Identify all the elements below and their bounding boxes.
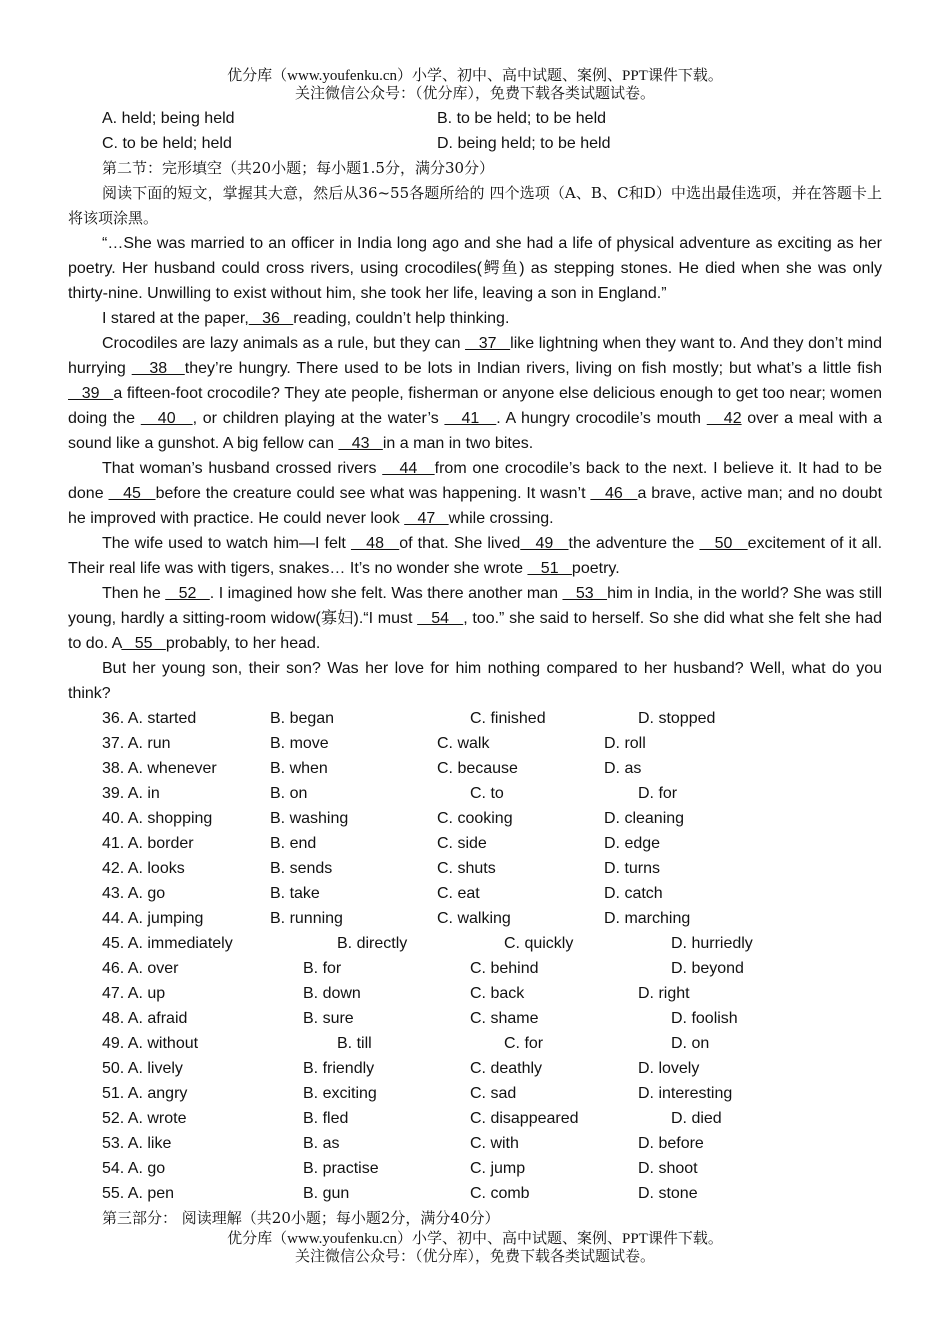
answer-blank: 48 [350, 535, 400, 552]
choice-b: B. till [337, 1035, 372, 1052]
answer-blank: 36 [248, 310, 294, 327]
passage-text: excitement of it all. Their real life was with tigers, snakes… It’s no wonder she wrote [68, 535, 883, 577]
answer-blank: 42 [706, 410, 742, 427]
question-row [68, 781, 882, 806]
passage-text: , or children playing at the water’s [192, 410, 445, 427]
question-row [68, 906, 882, 931]
choice-d: D. edge [604, 835, 661, 852]
answer-blank: 45 [108, 485, 156, 502]
choice-d: D. interesting [638, 1085, 733, 1102]
choice-d: D. marching [604, 910, 691, 927]
question-row [68, 931, 882, 956]
choice-b: B. exciting [303, 1085, 377, 1102]
choice-a: 55. A. pen [102, 1185, 175, 1202]
question-row [68, 756, 882, 781]
passage-paragraph-5 [68, 531, 882, 581]
passage-text: him in India, in the world? She was still young, hardly a sitting-room widow(寡妇).“I must [68, 585, 883, 627]
choice-b: B. practise [303, 1160, 379, 1177]
choice-c: C. shuts [437, 860, 496, 877]
passage-text: poetry. [571, 560, 620, 577]
choice-d: D. died [671, 1110, 722, 1127]
question-row [68, 981, 882, 1006]
choice-c: C. eat [437, 885, 480, 902]
choice-a: 42. A. looks [102, 860, 185, 877]
choice-a: 54. A. go [102, 1160, 166, 1177]
passage-text: I stared at the paper, [102, 310, 249, 327]
answer-blank: 40 [140, 410, 193, 427]
choice-b: B. gun [303, 1185, 350, 1202]
section2-instructions: 阅读下面的短文，掌握其大意，然后从36~55各题所给的 四个选项（A、B、C和D）中选出最佳选项，并在答题卡上将该项涂黑。 [68, 184, 882, 227]
choice-b: B. sure [303, 1010, 354, 1027]
answer-blank: 54 [417, 610, 464, 627]
choice-d: D. catch [604, 885, 663, 902]
answer-blank: 53 [562, 585, 608, 602]
header-line-2: 关注微信公众号：（优分库），免费下载各类试题试卷。 [294, 86, 655, 102]
passage-text: , too.” she said to herself. So she did what she felt she had to do. A [68, 610, 883, 652]
choice-a: 38. A. whenever [102, 760, 217, 777]
question-row [68, 956, 882, 981]
page-content [68, 106, 882, 1231]
choice-d: D. for [638, 785, 678, 802]
choice-b: B. move [270, 735, 329, 752]
choice-a: 39. A. in [102, 785, 160, 802]
passage-text: the adventure the [568, 535, 700, 552]
choice-d: D. turns [604, 860, 661, 877]
question-list [68, 706, 882, 1206]
choice-c: C. walking [437, 910, 511, 927]
choice-d: D. as [604, 760, 642, 777]
passage-text: while crossing. [448, 510, 554, 527]
choice-c: C. sad [470, 1085, 517, 1102]
choice-a: 53. A. like [102, 1135, 172, 1152]
choice-a: 45. A. immediately [102, 935, 233, 952]
choice-a: 37. A. run [102, 735, 171, 752]
choice-a: 46. A. over [102, 960, 179, 977]
choice-b: B. end [270, 835, 317, 852]
answer-blank: 38 [131, 360, 185, 377]
option-c: C. to be held; held [102, 135, 232, 152]
choice-c: C. deathly [470, 1060, 543, 1077]
answer-blank: 46 [590, 485, 638, 502]
question-row [68, 1106, 882, 1131]
passage-text: That woman’s husband crossed rivers [102, 460, 383, 477]
choice-d: D. roll [604, 735, 646, 752]
footer-line-1: 优分库（www.youfenku.cn）小学、初中、高中试题、案例、PPT课件下载。 [227, 1231, 723, 1247]
answer-blank: 37 [465, 335, 511, 352]
question-row [68, 1131, 882, 1156]
choice-d: D. right [638, 985, 690, 1002]
choice-d: D. on [671, 1035, 710, 1052]
prev-options-row-2 [68, 131, 882, 156]
answer-blank: 47 [404, 510, 449, 527]
section2-title: 第二节：完形填空（共20小题；每小题1.5分，满分30分） [102, 159, 495, 177]
choice-b: B. running [270, 910, 343, 927]
passage-text: Then he [102, 585, 166, 602]
choice-c: C. finished [470, 710, 546, 727]
passage-text: . I imagined how she felt. Was there another man [209, 585, 563, 602]
passage-text: The wife used to watch him—I felt [102, 535, 351, 552]
choice-c: C. shame [470, 1010, 539, 1027]
header-line-1: 优分库（www.youfenku.cn）小学、初中、高中试题、案例、PPT课件下载。 [227, 68, 723, 84]
question-row [68, 706, 882, 731]
passage-text: they’re hungry. There used to be lots in Indian rivers, living on fish mostly; but what’s a little fish [184, 360, 883, 377]
passage-paragraph-1: “…She was married to an officer in India long ago and she had a life of physical adventure as exciting as her poetry. Her husband could cross rivers, using crocodiles(鳄鱼) as stepping stones. He died when she was only thirty-nine. Unwilling to exist without him, she took her life, leaving a son in England.” [68, 235, 882, 302]
choice-c: C. walk [437, 735, 490, 752]
choice-b: B. on [270, 785, 308, 802]
choice-c: C. comb [470, 1185, 530, 1202]
answer-blank: 55 [121, 635, 166, 652]
question-row [68, 831, 882, 856]
choice-b: B. began [270, 710, 335, 727]
choice-d: D. beyond [671, 960, 744, 977]
choice-d: D. stopped [638, 710, 716, 727]
choice-b: B. sends [270, 860, 333, 877]
choice-a: 52. A. wrote [102, 1110, 187, 1127]
passage-paragraph-2 [68, 306, 882, 331]
choice-a: 41. A. border [102, 835, 194, 852]
passage-text: over a meal with a sound like a gunshot. A big fellow can [68, 410, 883, 452]
choice-a: 50. A. lively [102, 1060, 183, 1077]
question-row [68, 1181, 882, 1206]
choice-a: 49. A. without [102, 1035, 199, 1052]
choice-b: B. take [270, 885, 320, 902]
choice-c: C. with [470, 1135, 519, 1152]
choice-d: D. hurriedly [671, 935, 753, 952]
choice-b: B. as [303, 1135, 340, 1152]
section3-title: 第三部分： 阅读理解（共20小题；每小题2分，满分40分） [102, 1209, 500, 1227]
choice-d: D. shoot [638, 1160, 698, 1177]
answer-blank: 44 [382, 460, 435, 477]
question-row [68, 1056, 882, 1081]
choice-c: C. because [437, 760, 518, 777]
passage-text: reading, couldn’t help thinking. [293, 310, 510, 327]
choice-a: 48. A. afraid [102, 1010, 188, 1027]
question-row [68, 806, 882, 831]
question-row [68, 881, 882, 906]
choice-c: C. behind [470, 960, 539, 977]
choice-c: C. disappeared [470, 1110, 579, 1127]
choice-a: 47. A. up [102, 985, 166, 1002]
choice-c: C. back [470, 985, 525, 1002]
option-d: D. being held; to be held [437, 135, 611, 152]
choice-c: C. for [504, 1035, 544, 1052]
passage-text: probably, to her head. [165, 635, 321, 652]
passage-paragraph-4 [68, 456, 882, 531]
answer-blank: 41 [444, 410, 497, 427]
choice-a: 44. A. jumping [102, 910, 204, 927]
choice-d: D. before [638, 1135, 704, 1152]
passage-paragraph-7: But her young son, their son? Was her love for him nothing compared to her husband? Well, what do you think? [68, 660, 882, 702]
choice-b: B. when [270, 760, 328, 777]
question-row [68, 856, 882, 881]
question-row [68, 1156, 882, 1181]
answer-blank: 49 [520, 535, 569, 552]
option-a: A. held; being held [102, 110, 235, 127]
passage-paragraph-6 [68, 581, 882, 656]
choice-a: 51. A. angry [102, 1085, 188, 1102]
choice-a: 40. A. shopping [102, 810, 213, 827]
passage-text: Crocodiles are lazy animals as a rule, but they can [102, 335, 466, 352]
choice-c: C. quickly [504, 935, 574, 952]
answer-blank: 51 [527, 560, 572, 577]
choice-c: C. jump [470, 1160, 526, 1177]
choice-c: C. to [470, 785, 504, 802]
choice-b: B. for [303, 960, 342, 977]
passage-text: from one crocodile’s back to the next. I believe it. It had to be done [68, 460, 883, 502]
question-row [68, 1006, 882, 1031]
choice-a: 43. A. go [102, 885, 166, 902]
question-row [68, 1081, 882, 1106]
page-header [0, 67, 950, 103]
choice-c: C. cooking [437, 810, 513, 827]
choice-b: B. down [303, 985, 361, 1002]
passage-text: . A hungry crocodile’s mouth [496, 410, 707, 427]
passage-text: of that. She lived [399, 535, 521, 552]
passage-text: like lightning when they want to. And they don’t mind hurrying [68, 335, 883, 377]
prev-options-row-1 [68, 106, 882, 131]
choice-d: D. lovely [638, 1060, 700, 1077]
passage-text: in a man in two bites. [382, 435, 534, 452]
question-row [68, 1031, 882, 1056]
choice-b: B. fled [303, 1110, 349, 1127]
passage-paragraph-3 [68, 331, 882, 456]
passage-text: a fifteen-foot crocodile? They ate people, fisherman or anyone else delicious enough to get too near; women doing the [68, 385, 883, 427]
choice-b: B. directly [337, 935, 408, 952]
choice-b: B. friendly [303, 1060, 375, 1077]
passage-text: before the creature could see what was happening. It wasn’t [155, 485, 591, 502]
choice-a: 36. A. started [102, 710, 197, 727]
option-b: B. to be held; to be held [437, 110, 607, 127]
answer-blank: 43 [338, 435, 383, 452]
answer-blank: 50 [699, 535, 748, 552]
choice-c: C. side [437, 835, 487, 852]
answer-blank: 52 [165, 585, 210, 602]
passage-text: a brave, active man; and no doubt he improved with practice. He could never look [68, 485, 883, 527]
page-footer [0, 1230, 950, 1266]
choice-b: B. washing [270, 810, 349, 827]
choice-d: D. stone [638, 1185, 698, 1202]
choice-d: D. cleaning [604, 810, 685, 827]
question-row [68, 731, 882, 756]
answer-blank: 39 [68, 385, 114, 402]
choice-d: D. foolish [671, 1010, 738, 1027]
footer-line-2: 关注微信公众号：（优分库），免费下载各类试题试卷。 [294, 1249, 655, 1265]
